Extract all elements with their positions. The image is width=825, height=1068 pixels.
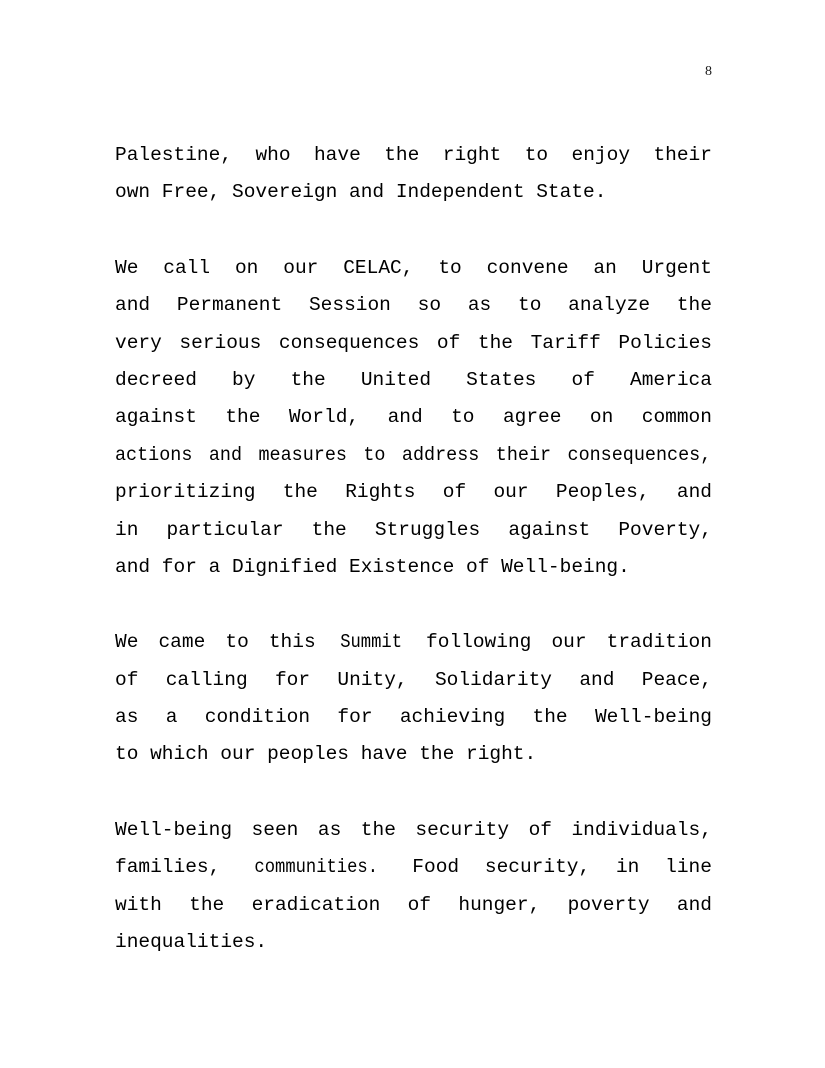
word: which (150, 743, 209, 766)
word: and (676, 481, 712, 504)
text-line (115, 399, 712, 436)
word: to (518, 294, 542, 317)
word: agree (502, 406, 562, 429)
word: the (384, 144, 420, 166)
word: Poverty, (618, 518, 712, 541)
word: CELAC, (343, 256, 414, 279)
word: right (442, 144, 502, 166)
word: of (528, 818, 552, 841)
word: consequences, (567, 443, 712, 466)
word: States (466, 368, 537, 391)
word: came (158, 631, 206, 654)
word: eradication (251, 893, 381, 916)
word: and (208, 443, 243, 466)
word: We (115, 631, 139, 654)
paragraph (115, 624, 712, 774)
word: to (438, 256, 462, 279)
word: the (676, 294, 712, 317)
word: serious (179, 331, 262, 354)
word: poverty (567, 893, 650, 916)
text-line (115, 287, 712, 324)
text-line (115, 137, 712, 174)
word: Session (308, 294, 391, 317)
word: very (115, 331, 162, 354)
word: Peoples, (555, 481, 650, 504)
word: of (466, 555, 490, 578)
word: for (161, 555, 197, 578)
word: have (360, 743, 408, 766)
word: a (165, 706, 178, 729)
text-line (115, 887, 712, 924)
word: tradition (606, 631, 712, 654)
word: hunger, (458, 893, 541, 916)
text-line (115, 437, 711, 474)
word: security (415, 818, 510, 841)
text-line (115, 699, 712, 736)
word: our (283, 256, 319, 279)
word: to (363, 443, 386, 466)
word: the (282, 481, 318, 504)
word: for (337, 706, 373, 729)
word: in (115, 518, 139, 541)
word: our (493, 481, 529, 504)
word: our (220, 743, 256, 766)
word: of (407, 893, 432, 916)
word: and (349, 181, 385, 204)
page-number: 8 (705, 64, 712, 79)
word: Struggles (374, 518, 481, 541)
word: Independent (395, 181, 525, 204)
word: with (115, 893, 162, 916)
word: against (115, 406, 197, 429)
word: and (115, 294, 151, 317)
word: We (115, 256, 139, 279)
word: their (495, 443, 552, 466)
text-line (115, 474, 712, 511)
word: the (225, 406, 261, 429)
word: to (524, 144, 549, 166)
text-line (115, 849, 712, 886)
word: and (387, 406, 423, 429)
text-line (115, 736, 712, 773)
word: in (615, 856, 640, 879)
word: common (641, 406, 712, 429)
word: Peace, (641, 668, 712, 691)
document-body (115, 137, 712, 961)
text-line (115, 174, 712, 211)
paragraph (115, 137, 712, 212)
word: United (360, 368, 432, 391)
word: a (208, 555, 221, 578)
word: security, (484, 856, 591, 879)
word: of (115, 668, 139, 691)
word: for (274, 668, 311, 691)
word: individuals, (571, 818, 712, 841)
paragraph (115, 812, 712, 962)
word: Urgent (641, 256, 712, 279)
word: own (115, 181, 151, 204)
word: peoples (267, 743, 350, 766)
word: inequalities. (115, 931, 268, 954)
word: convene (486, 256, 569, 279)
word: and (676, 893, 712, 916)
word: Well-being. (501, 555, 630, 578)
word: the (532, 706, 568, 729)
word: Solidarity (434, 668, 552, 691)
word: particular (166, 518, 284, 541)
word: Tariff (530, 331, 601, 354)
text-line (115, 624, 712, 661)
word: and (115, 555, 151, 578)
text-line (115, 812, 712, 849)
word: on (234, 256, 259, 279)
word: Unity, (337, 668, 408, 691)
word: have (313, 144, 361, 166)
word: World, (288, 406, 360, 429)
word: of (571, 368, 595, 391)
word: communities. (254, 856, 379, 879)
word: decreed (115, 368, 197, 391)
text-line (115, 325, 712, 362)
word: of (442, 481, 467, 504)
word: Free, (161, 181, 221, 204)
word: the (311, 518, 347, 541)
word: Policies (618, 331, 712, 354)
word: condition (204, 706, 311, 729)
word: to (115, 743, 139, 766)
word: prioritizing (115, 481, 256, 504)
text-line (115, 549, 712, 586)
word: to (225, 631, 249, 654)
word: so (417, 294, 442, 317)
word: our (551, 631, 587, 654)
word: the (189, 893, 225, 916)
word: America (630, 368, 712, 391)
paragraph (115, 250, 712, 587)
word: measures (258, 443, 347, 466)
word: achieving (399, 706, 506, 729)
word: Palestine, (115, 144, 233, 166)
word: an (593, 256, 617, 279)
word: by (232, 368, 256, 391)
word: as (317, 818, 342, 841)
word: Food (412, 856, 460, 879)
word: as (467, 294, 492, 317)
word: against (508, 518, 591, 541)
word: actions (115, 443, 193, 466)
word: Well-being (115, 818, 233, 841)
word: call (163, 256, 211, 279)
word: Dignified (231, 555, 338, 578)
word: families, (115, 856, 221, 879)
word: enjoy (571, 144, 631, 166)
word: seen (251, 818, 299, 841)
word: the (290, 368, 326, 391)
word: to (451, 406, 475, 429)
text-line (115, 662, 712, 699)
word: and (579, 668, 615, 691)
word: address (401, 443, 480, 466)
word: Permanent (176, 294, 283, 317)
word: consequences (278, 331, 420, 354)
text-line (115, 362, 712, 399)
word: Rights (345, 481, 416, 504)
word: analyze (568, 294, 651, 317)
word: Summit (339, 631, 402, 654)
word: Sovereign (232, 181, 338, 204)
word: on (589, 406, 614, 429)
text-line (115, 250, 712, 287)
word: this (268, 631, 316, 654)
word: Well-being (594, 706, 712, 729)
word: following (426, 631, 532, 654)
word: who (255, 144, 291, 166)
word: as (115, 706, 139, 729)
word: the (360, 818, 396, 841)
word: the (419, 743, 455, 766)
word: line (665, 856, 712, 879)
word: calling (165, 668, 248, 691)
text-line (115, 924, 712, 961)
word: of (436, 331, 461, 354)
word: right. (466, 743, 537, 766)
word: State. (536, 181, 607, 204)
text-line (115, 512, 712, 549)
word: Existence (349, 555, 455, 578)
word: the (477, 331, 513, 354)
word: their (653, 144, 712, 166)
